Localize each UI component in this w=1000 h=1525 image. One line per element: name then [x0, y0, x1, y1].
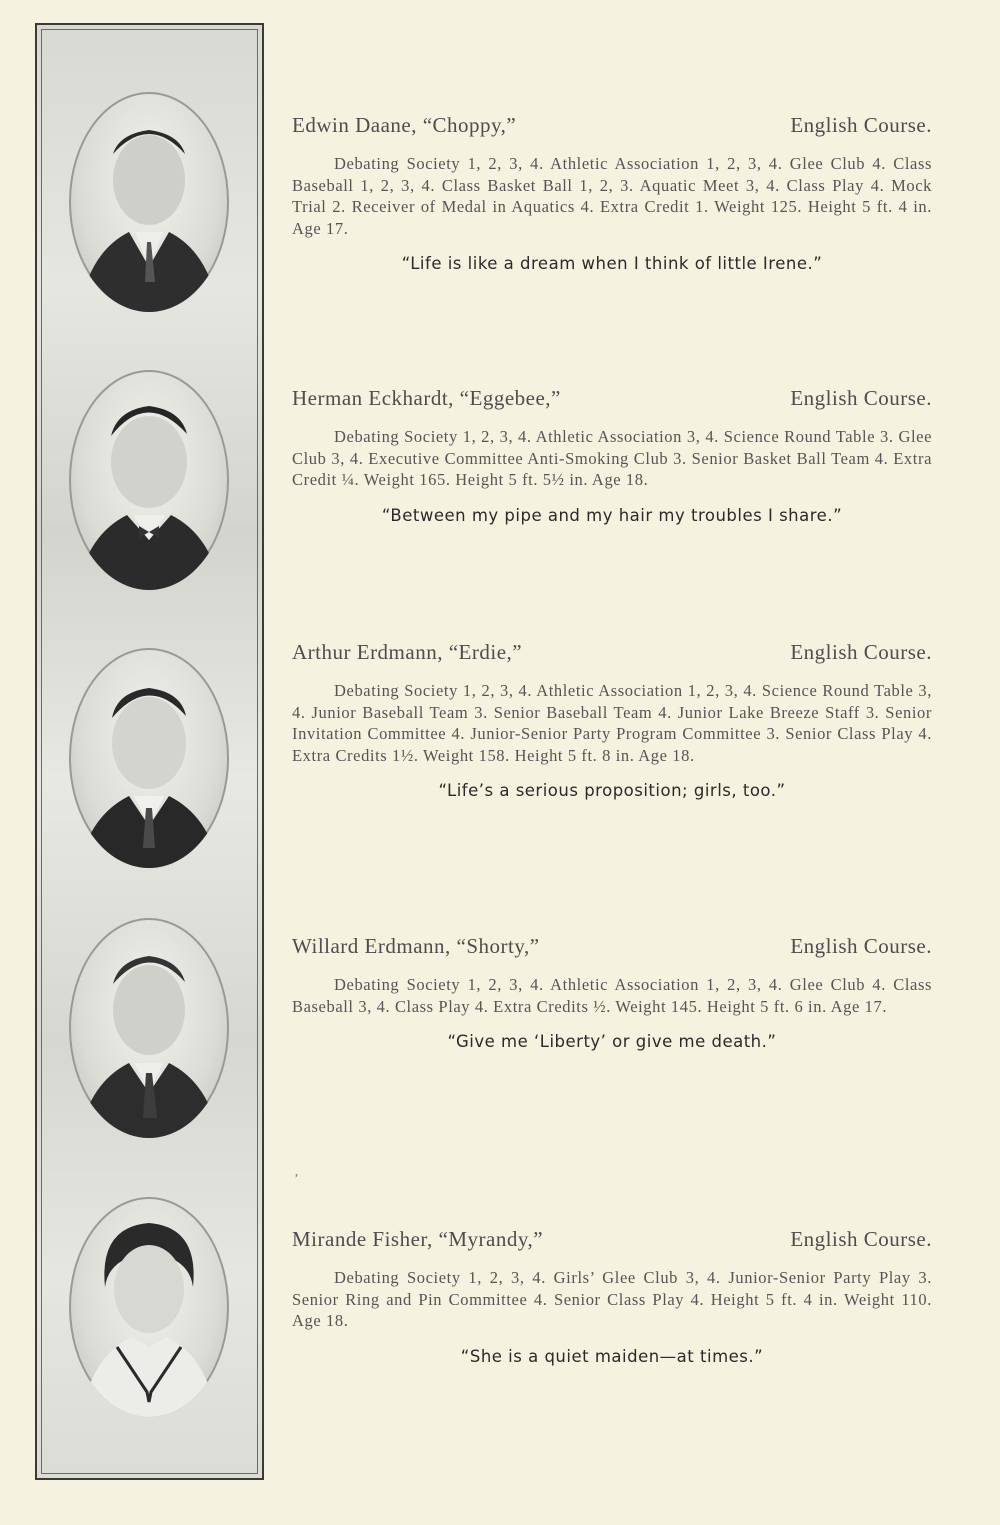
- student-quote: “Between my pipe and my hair my troubles I share.”: [381, 505, 843, 525]
- student-quote: “She is a quiet maiden—at times.”: [460, 1346, 764, 1366]
- student-name: Mirande Fisher, “Myrandy,”: [292, 1227, 544, 1251]
- student-name: Herman Eckhardt, “Eggebee,”: [292, 386, 561, 410]
- activities-text: Debating Society 1, 2, 3, 4. Girls’ Glee Club 3, 4. Junior-Senior Party Play 3. Senior Ring and Pin Committee 4. Senior Class Play 4. Height 5 ft. 4 in. Weight 110. Age 18.: [292, 1268, 932, 1330]
- student-entry: [292, 640, 932, 800]
- course-name: English Course.: [790, 386, 932, 410]
- activities-text: Debating Society 1, 2, 3, 4. Athletic Association 3, 4. Science Round Table 3. Glee Club 3, 4. Executive Committee Anti-Smoking Club 3. Senior Basket Ball Team 4. Extra Credit ¼. Weight 165. Height 5 ft. 5½ in. Age 18.: [292, 427, 932, 489]
- entry-header: [292, 640, 932, 670]
- course-name: English Course.: [790, 113, 932, 137]
- portrait-herman-eckhardt: [69, 370, 229, 590]
- course-name: English Course.: [790, 934, 932, 958]
- course-name: English Course.: [790, 640, 932, 664]
- entry-header: [292, 386, 932, 416]
- portrait-edwin-daane: [69, 92, 229, 312]
- student-entry: [292, 934, 932, 1051]
- student-name: Arthur Erdmann, “Erdie,”: [292, 640, 523, 664]
- activities-text: Debating Society 1, 2, 3, 4. Athletic Association 1, 2, 3, 4. Glee Club 4. Class Baseball 3, 4. Class Play 4. Extra Credits ½. Weight 145. Height 5 ft. 6 in. Age 17.: [292, 975, 932, 1016]
- student-quote: “Give me ‘Liberty’ or give me death.”: [447, 1032, 777, 1051]
- student-entry: [292, 386, 932, 525]
- activities-text: Debating Society 1, 2, 3, 4. Athletic Association 1, 2, 3, 4. Glee Club 4. Class Baseball 1, 2, 3, 4. Class Basket Ball 1, 2, 3. Aquatic Meet 3, 4. Class Play 4. Mock Trial 2. Receiver of Medal in Aquatics 4. Extra Credit 1. Weight 125. Height 5 ft. 4 in. Age 17.: [292, 154, 932, 238]
- portrait-mirande-fisher: [69, 1197, 229, 1417]
- portrait-strip: [35, 23, 264, 1480]
- activities-text: Debating Society 1, 2, 3, 4. Athletic Association 1, 2, 3, 4. Science Round Table 3, 4. Junior Baseball Team 3. Senior Baseball Team 4. Junior Lake Breeze Staff 3. Senior Invitation Committee 4. Junior-Senior Party Program Committee 3. Senior Class Play 4. Extra Credits 1½. Weight 158. Height 5 ft. 8 in. Age 18.: [292, 681, 932, 765]
- entry-header: [292, 1227, 932, 1257]
- student-quote: “Life’s a serious proposition; girls, too.”: [438, 781, 786, 800]
- stray-ink-mark: ’: [294, 1172, 299, 1187]
- student-quote: “Life is like a dream when I think of little Irene.”: [401, 254, 823, 273]
- student-entry: [292, 113, 932, 273]
- student-name: Willard Erdmann, “Shorty,”: [292, 934, 540, 958]
- student-entry: [292, 1227, 932, 1366]
- portrait-arthur-erdmann: [69, 648, 229, 868]
- course-name: English Course.: [790, 1227, 932, 1251]
- portrait-willard-erdmann: [69, 918, 229, 1138]
- entry-header: [292, 934, 932, 964]
- entry-header: [292, 113, 932, 143]
- student-name: Edwin Daane, “Choppy,”: [292, 113, 517, 137]
